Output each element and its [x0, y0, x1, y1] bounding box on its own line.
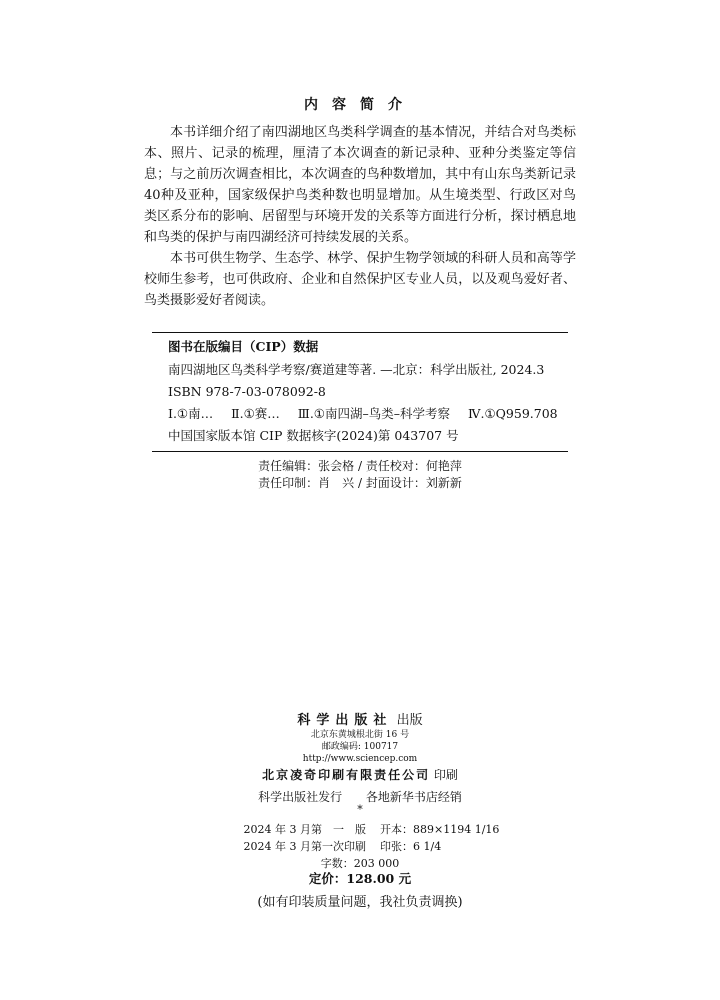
cip-top-rule — [152, 332, 568, 333]
intro-body — [144, 122, 576, 311]
quality-notice: (如有印装质量问题，我社负责调换) — [257, 895, 463, 910]
printer-name: 北京凌奇印刷有限责任公司 — [262, 768, 431, 782]
print-date: 2024 年 3 月第一次印刷 — [243, 840, 366, 853]
editors-line-2: 责任印制：肖 兴 / 封面设计：刘新新 — [258, 476, 462, 490]
publisher-line — [0, 709, 720, 728]
edition-date: 2024 年 3 月第 一 版 — [243, 823, 366, 836]
edition-block — [220, 821, 510, 855]
price: 定价：128.00 元 — [308, 871, 412, 886]
edition-row — [220, 838, 510, 855]
cip-line-title-author: 南四湖地区鸟类科学考察/赛道建等著. —北京：科学出版社, 2024.3 — [168, 362, 545, 377]
cip-title: 图书在版编目（CIP）数据 — [168, 339, 319, 354]
publisher-website: http://www.sciencep.com — [302, 754, 418, 764]
printer-line — [0, 766, 720, 783]
format-size: 开本：889×1194 1/16 — [380, 823, 500, 836]
intro-title: 内容简介 — [304, 97, 416, 113]
issuer: 科学出版社发行 — [258, 790, 343, 804]
cip-line-isbn: ISBN 978-7-03-078092-8 — [168, 384, 326, 399]
cip-class-2: Ⅱ.①赛… — [231, 406, 280, 421]
intro-paragraph-2: 本书可供生物学、生态学、林学、保护生物学领域的科研人员和高等学校师生参考，也可供政府、企业和自然保护区专业人员，以及观鸟爱好者、鸟类摄影爱好者阅读。 — [144, 251, 576, 308]
cip-class-1: Ⅰ.①南… — [168, 406, 214, 421]
cip-bottom-rule — [152, 451, 568, 452]
edition-row — [220, 821, 510, 838]
cip-classification — [168, 405, 568, 423]
intro-paragraph-1: 本书详细介绍了南四湖地区鸟类科学调查的基本情况，并结合对鸟类标本、照片、记录的梳理，厘清了本次调查的新记录种、亚种分类鉴定等信息；与之前历次调查相比，本次调查的鸟种数增加，其中有山东鸟类新记录40种及亚种，国家级保护鸟类种数也明显增加。从生境类型、行政区对鸟类区系分布的影响、居留型与环境开发的关系等方面进行分析，探讨栖息地和鸟类的保护与南四湖经济可持续发展的关系。 — [144, 125, 576, 245]
sheets: 印张：6 1/4 — [380, 840, 442, 853]
publisher-name: 科学出版社 — [297, 713, 393, 728]
cip-class-4: Ⅳ.①Q959.708 — [468, 406, 558, 421]
publisher-address: 北京东黄城根北街 16 号 — [310, 730, 410, 740]
word-count: 字数：203 000 — [320, 857, 400, 870]
printer-suffix: 印刷 — [433, 768, 458, 782]
publisher-address-block — [0, 729, 720, 765]
cip-block — [168, 338, 568, 449]
publisher-suffix: 出版 — [396, 713, 423, 728]
publisher-postcode: 邮政编码: 100717 — [321, 742, 399, 752]
editors-line-1: 责任编辑：张会格 / 责任校对：何艳萍 — [258, 459, 462, 473]
editors-block — [0, 458, 720, 492]
separator-star: * — [357, 803, 363, 816]
cip-line-record: 中国国家版本馆 CIP 数据核字(2024)第 043707 号 — [168, 428, 459, 443]
distributor: 各地新华书店经销 — [365, 790, 462, 804]
cip-class-3: Ⅲ.①南四湖–鸟类–科学考察 — [297, 406, 451, 421]
